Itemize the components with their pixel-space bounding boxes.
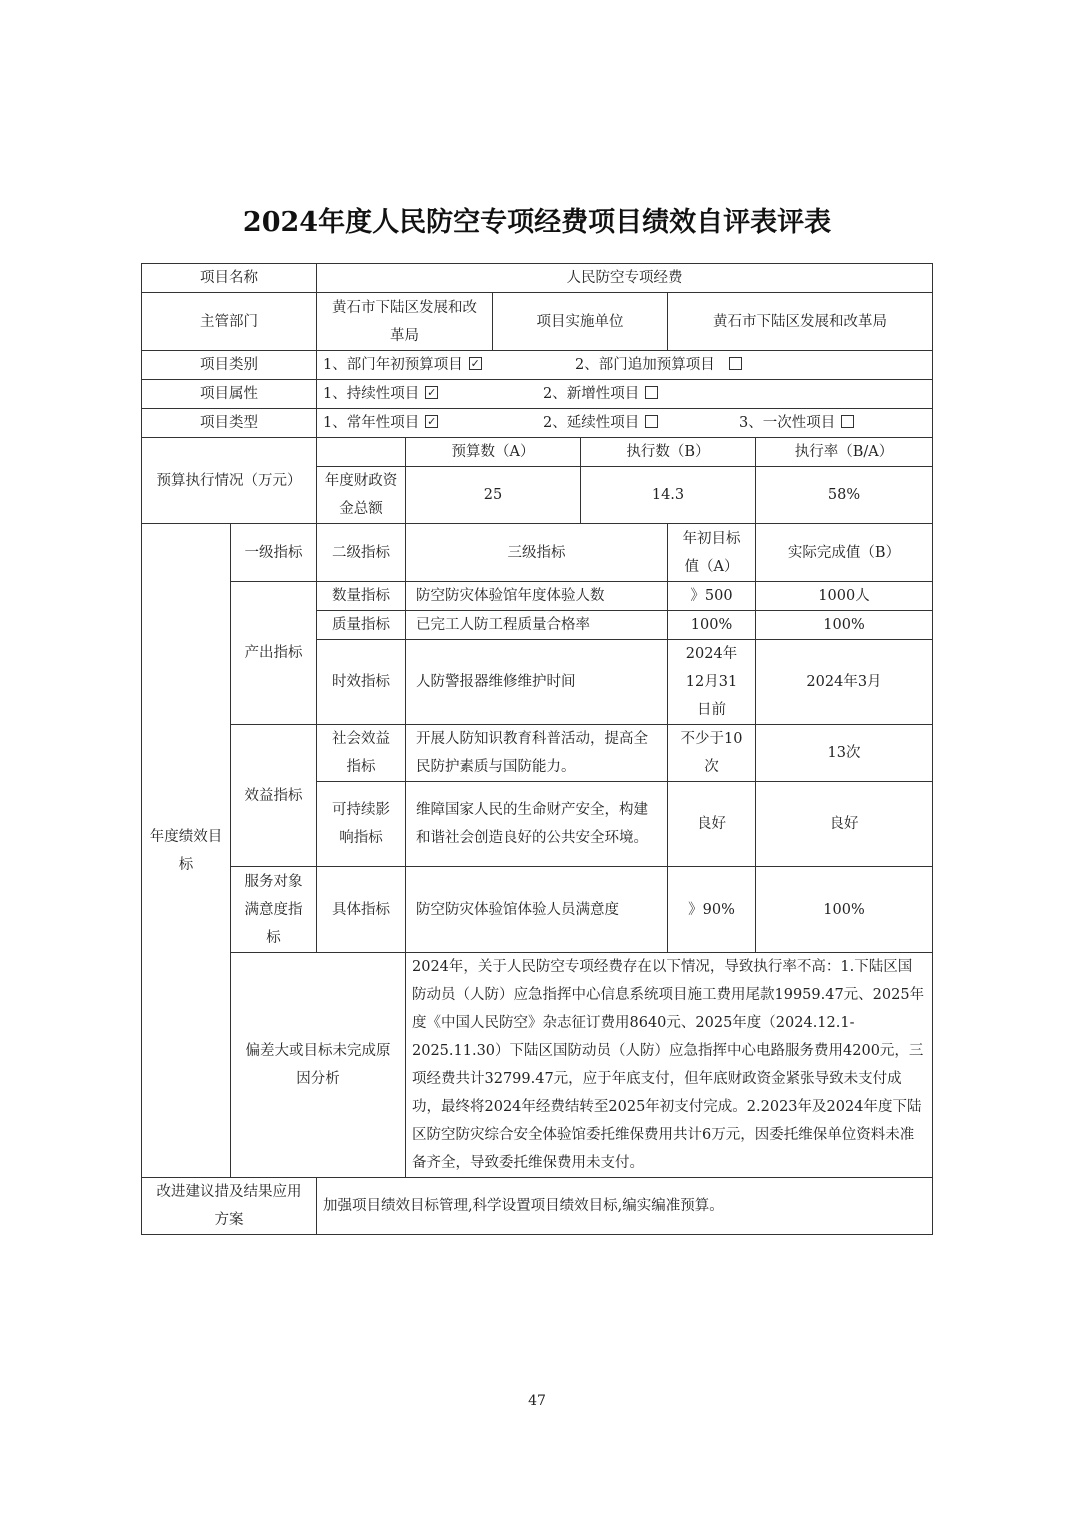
level3: 防空防灾体验馆年度体验人数 <box>406 582 668 611</box>
row-project-name <box>142 264 933 293</box>
level2: 具体指标 <box>317 867 406 953</box>
level1-benefit: 效益指标 <box>231 725 317 867</box>
budget-header-rate: 执行率（B/A） <box>756 438 933 467</box>
header-target: 年初目标值（A） <box>668 524 756 582</box>
budget-planned-value: 25 <box>406 467 581 524</box>
target-value: 良好 <box>668 782 756 867</box>
improvement-text: 加强项目绩效目标管理,科学设置项目绩效目标,编实编准预算。 <box>317 1178 933 1235</box>
option-label: 2、延续性项目 <box>543 415 640 431</box>
deviation-text: 2024年，关于人民防空专项经费存在以下情况，导致执行率不高：1.下陆区国防动员（人防）应急指挥中心信息系统项目施工费用尾款19959.47元、2025年度《中国人民防空》杂志征订费用8640元、2025年度（2024.12.1-2025.11.30）下陆区国防动员（人防）应急指挥中心电路服务费用4200元，三项经费共计32799.47元，应于年底支付，但年底财政资金紧张导致未支付成功，最终将2024年经费结转至2025年初支付完成。2.2023年及2024年度下陆区防空防灾综合安全体验馆委托维保费用共计6万元，因委托维保单位资料未准备齐全，导致委托维保费用未支付。 <box>406 953 933 1178</box>
category-option-1 <box>323 351 575 379</box>
checkbox-empty-icon[interactable] <box>841 415 854 428</box>
performance-label: 年度绩效目标 <box>142 524 231 1178</box>
deviation-label: 偏差大或目标未完成原因分析 <box>231 953 406 1178</box>
impl-unit-value: 黄石市下陆区发展和改革局 <box>668 293 933 351</box>
type-option-3 <box>739 409 854 437</box>
attribute-options <box>317 380 933 409</box>
actual-value: 13次 <box>756 725 933 782</box>
actual-value: 100% <box>756 611 933 640</box>
header-level1: 一级指标 <box>231 524 317 582</box>
project-name-label: 项目名称 <box>142 264 317 293</box>
header-level2: 二级指标 <box>317 524 406 582</box>
level2: 社会效益指标 <box>317 725 406 782</box>
level3: 已完工人防工程质量合格率 <box>406 611 668 640</box>
type-option-1 <box>323 409 543 437</box>
target-value: 100% <box>668 611 756 640</box>
actual-value: 100% <box>756 867 933 953</box>
document-title: 2024年度人民防空专项经费项目绩效自评表评表 <box>242 207 832 238</box>
target-value: 不少于10次 <box>668 725 756 782</box>
attribute-label: 项目属性 <box>142 380 317 409</box>
department-value: 黄石市下陆区发展和改革局 <box>317 293 493 351</box>
department-label: 主管部门 <box>142 293 317 351</box>
budget-rate-value: 58% <box>756 467 933 524</box>
option-label: 2、部门追加预算项目 <box>575 357 715 373</box>
header-actual: 实际完成值（B） <box>756 524 933 582</box>
indicator-row <box>142 867 933 953</box>
row-deviation <box>142 953 933 1178</box>
option-label: 1、部门年初预算项目 <box>323 357 463 373</box>
checkbox-checked-icon[interactable] <box>469 357 482 370</box>
category-options <box>317 351 933 380</box>
level1-satisfaction: 服务对象满意度指标 <box>231 867 317 953</box>
level1-output: 产出指标 <box>231 582 317 725</box>
option-label: 3、一次性项目 <box>739 415 836 431</box>
row-budget-header <box>142 438 933 467</box>
project-name-value: 人民防空专项经费 <box>317 264 933 293</box>
type-options <box>317 409 933 438</box>
actual-value: 1000人 <box>756 582 933 611</box>
indicator-row <box>142 582 933 611</box>
option-label: 1、持续性项目 <box>323 386 420 402</box>
attribute-option-2 <box>543 380 658 408</box>
checkbox-empty-icon[interactable] <box>729 357 742 370</box>
row-improvement <box>142 1178 933 1235</box>
level2: 时效指标 <box>317 640 406 725</box>
row-category <box>142 351 933 380</box>
checkbox-empty-icon[interactable] <box>645 415 658 428</box>
improvement-label: 改进建议措及结果应用方案 <box>142 1178 317 1235</box>
checkbox-empty-icon[interactable] <box>645 386 658 399</box>
category-label: 项目类别 <box>142 351 317 380</box>
budget-row-label: 年度财政资金总额 <box>317 467 406 524</box>
row-department <box>142 293 933 351</box>
actual-value: 良好 <box>756 782 933 867</box>
level3: 开展人防知识教育科普活动，提高全民防护素质与国防能力。 <box>406 725 668 782</box>
budget-executed-value: 14.3 <box>581 467 756 524</box>
checkbox-checked-icon[interactable] <box>425 415 438 428</box>
header-level3: 三级指标 <box>406 524 668 582</box>
level2: 数量指标 <box>317 582 406 611</box>
checkbox-checked-icon[interactable] <box>425 386 438 399</box>
level2: 质量指标 <box>317 611 406 640</box>
target-value: 》90% <box>668 867 756 953</box>
budget-header-executed: 执行数（B） <box>581 438 756 467</box>
indicator-row <box>142 725 933 782</box>
level3: 防空防灾体验馆体验人员满意度 <box>406 867 668 953</box>
row-type <box>142 409 933 438</box>
row-attribute <box>142 380 933 409</box>
level3: 维障国家人民的生命财产安全，构建和谐社会创造良好的公共安全环境。 <box>406 782 668 867</box>
page-number: 47 <box>528 1393 546 1409</box>
target-value: 2024年12月31日前 <box>668 640 756 725</box>
budget-header-blank <box>317 438 406 467</box>
option-label: 1、常年性项目 <box>323 415 420 431</box>
type-label: 项目类型 <box>142 409 317 438</box>
row-indicator-header <box>142 524 933 582</box>
attribute-option-1 <box>323 380 543 408</box>
target-value: 》500 <box>668 582 756 611</box>
actual-value: 2024年3月 <box>756 640 933 725</box>
budget-header-planned: 预算数（A） <box>406 438 581 467</box>
level3: 人防警报器维修维护时间 <box>406 640 668 725</box>
impl-unit-label: 项目实施单位 <box>493 293 668 351</box>
type-option-2 <box>543 409 739 437</box>
budget-label: 预算执行情况（万元） <box>142 438 317 524</box>
category-option-2 <box>575 351 742 379</box>
level2: 可持续影响指标 <box>317 782 406 867</box>
performance-evaluation-table <box>141 263 933 1235</box>
option-label: 2、新增性项目 <box>543 386 640 402</box>
